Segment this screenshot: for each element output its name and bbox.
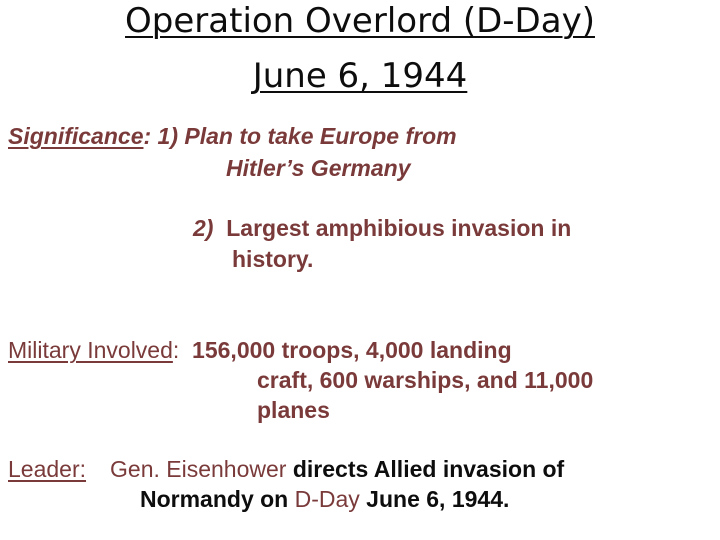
- leader-line-2-post: June 6, 1944.: [359, 486, 510, 512]
- military-text-line-1: 156,000 troops, 4,000 landing: [179, 337, 512, 363]
- significance-item-1-line-1: 1) Plan to take Europe from: [151, 123, 457, 149]
- leader-line-2-pre: Normandy on: [140, 486, 295, 512]
- significance-label: Significance: [8, 123, 144, 149]
- military-text-line-3: planes: [257, 397, 330, 423]
- leader-name: Gen. Eisenhower: [110, 456, 287, 482]
- leader-text-line-1: directs Allied invasion of: [286, 456, 565, 482]
- significance-line-1: [8, 122, 457, 150]
- military-line-1: [8, 336, 512, 364]
- leader-label: Leader:: [8, 456, 87, 482]
- significance-item-2-line-2: history.: [232, 246, 314, 272]
- significance-colon: :: [143, 123, 152, 149]
- leader-line-2: [140, 485, 509, 513]
- significance-item-1-line-2: Hitler’s Germany: [226, 155, 411, 181]
- significance-item-2-visible: Largest amphibious invasion in: [213, 215, 572, 241]
- military-text-line-2: craft, 600 warships, and 11,000: [257, 367, 594, 393]
- leader-dday: D-Day: [294, 486, 360, 512]
- significance-item-2-number: 2): [193, 215, 214, 241]
- leader-line-1: [8, 455, 564, 483]
- slide-title-line-1: Operation Overlord (D-Day): [125, 1, 595, 41]
- military-label: Military Involved: [8, 337, 173, 363]
- military-colon: :: [172, 337, 180, 363]
- slide-title-line-2: June 6, 1944: [252, 56, 468, 96]
- significance-item-2-line-1: [193, 214, 571, 242]
